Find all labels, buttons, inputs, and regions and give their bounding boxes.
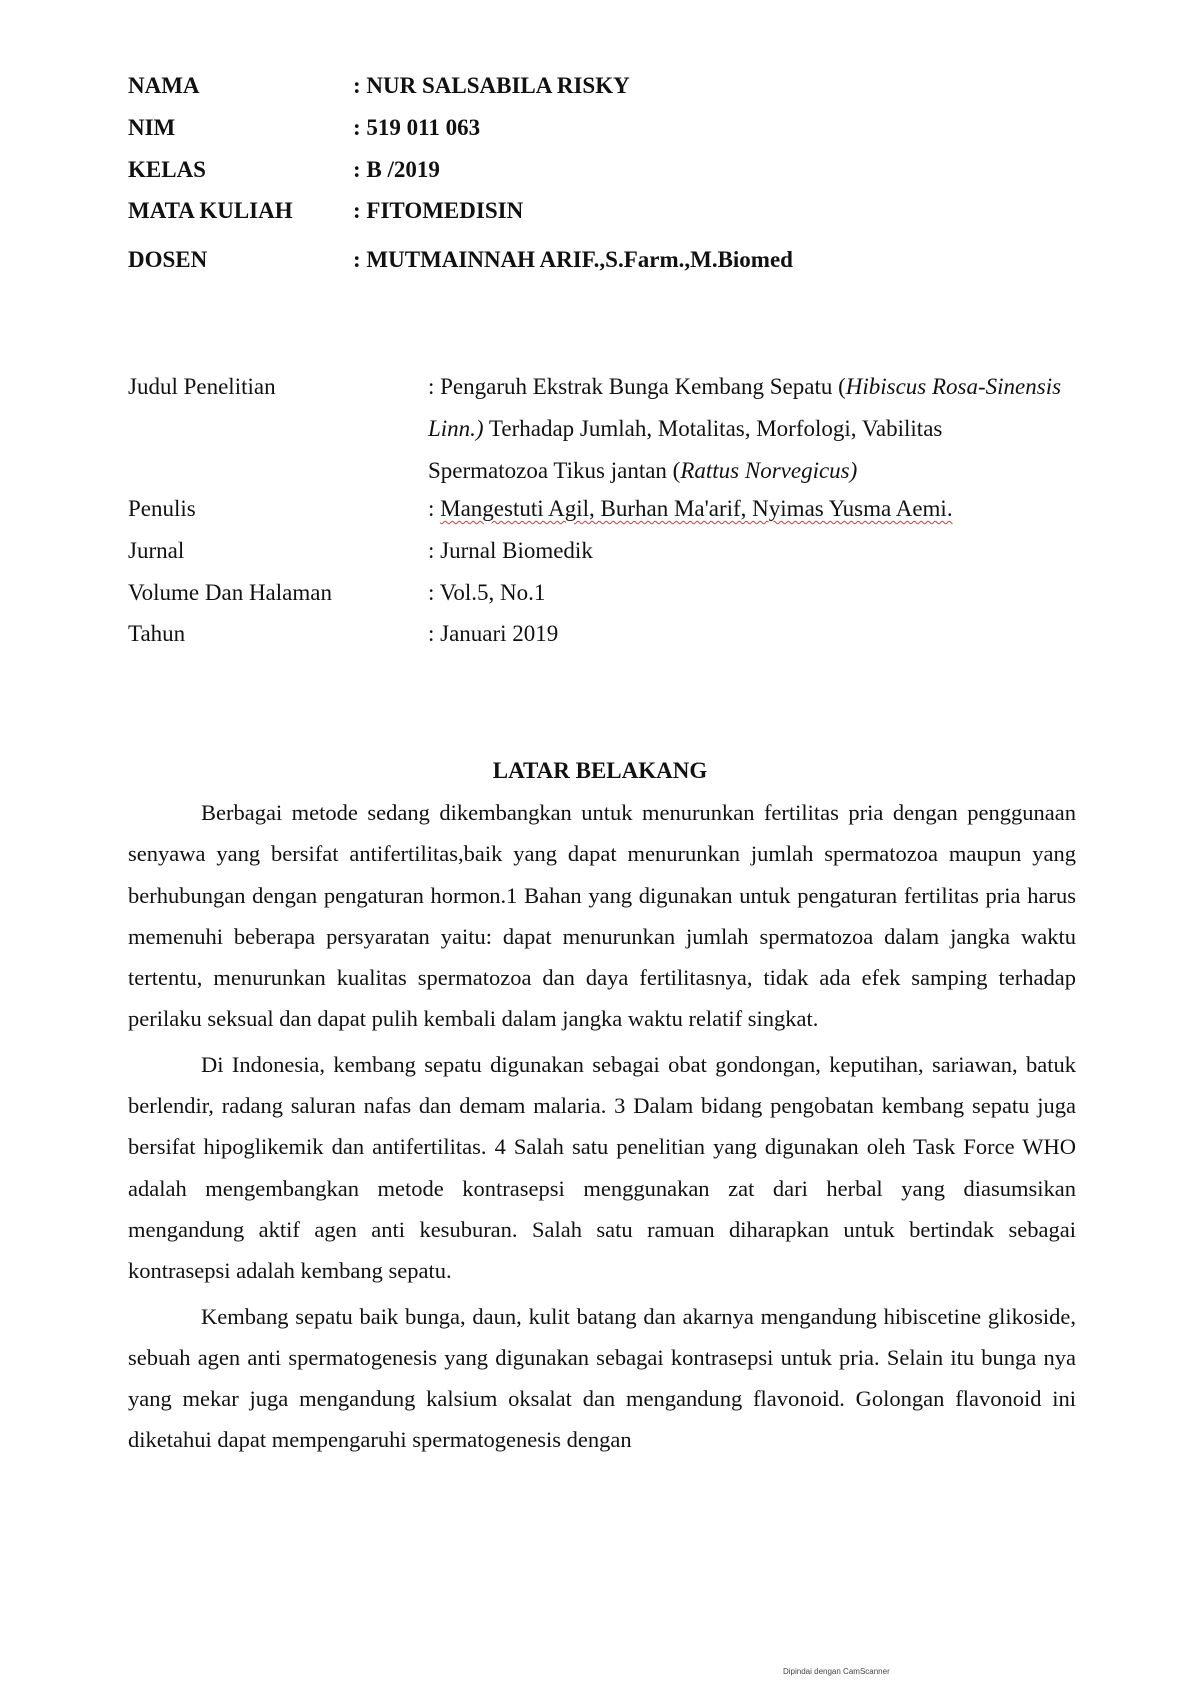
field-value: : Jurnal Biomedik bbox=[428, 538, 593, 563]
species-name: Hibiscus Rosa-Sinensis Linn.) bbox=[428, 374, 1062, 441]
field-value: : FITOMEDISIN bbox=[353, 198, 524, 223]
field-label: Jurnal bbox=[128, 538, 185, 563]
class-row bbox=[128, 154, 440, 186]
field-label: Tahun bbox=[128, 621, 186, 646]
student-id-row bbox=[128, 112, 480, 144]
paragraph: Di Indonesia, kembang sepatu digunakan sebagai obat gondongan, keputihan, sariawan, batuk berlendir, radang saluran nafas dan demam malaria. 3 Dalam bidang pengobatan kembang sepatu juga bersifat hipoglikemik dan antifertilitas. 4 Salah satu penelitian yang digunakan oleh Task Force WHO adalah mengembangkan metode kontrasepsi menggunakan zat dari herbal yang diasumsikan mengandung aktif agen anti kesuburan. Salah satu ramuan diharapkan untuk bertindak sebagai kontrasepsi adalah kembang sepatu. bbox=[128, 1051, 1076, 1284]
field-value: : B /2019 bbox=[353, 157, 440, 182]
section-body bbox=[128, 792, 1076, 1461]
paragraph: Berbagai metode sedang dikembangkan untuk menurunkan fertilitas pria dengan penggunaan senyawa yang bersifat antifertilitas,baik yang dapat menurunkan jumlah spermatozoa maupun yang berhubungan dengan pengaturan hormon.1 Bahan yang digunakan untuk pengaturan fertilitas pria harus memenuhi beberapa persyaratan yaitu: dapat menurunkan jumlah spermatozoa dalam jangka waktu tertentu, menurunkan kualitas spermatozoa dan daya fertilitasnya, tidak ada efek samping terhadap perilaku seksual dan dapat pulih kembali dalam jangka waktu relatif singkat. bbox=[128, 800, 1076, 1032]
volume-row bbox=[128, 572, 1078, 614]
field-label: Volume Dan Halaman bbox=[128, 580, 332, 605]
journal-row bbox=[128, 530, 1078, 572]
author-row bbox=[128, 488, 1078, 530]
author-value bbox=[428, 488, 1068, 530]
field-label: DOSEN bbox=[128, 247, 208, 272]
field-label: NIM bbox=[128, 115, 176, 140]
lecturer-row bbox=[128, 244, 793, 276]
field-label: NAMA bbox=[128, 73, 200, 98]
year-row bbox=[128, 613, 1078, 655]
field-value: : NUR SALSABILA RISKY bbox=[353, 73, 630, 98]
student-name-row bbox=[128, 70, 630, 102]
author-names: Mangestuti Agil, Burhan Ma'arif, Nyimas Yusma Aemi. bbox=[440, 496, 953, 521]
species-name: Rattus Norvegicus) bbox=[680, 458, 858, 483]
field-label: Judul Penelitian bbox=[128, 374, 276, 399]
research-title bbox=[428, 366, 1068, 492]
field-label: Penulis bbox=[128, 496, 196, 521]
research-title-row bbox=[128, 366, 1078, 492]
field-value: : 519 011 063 bbox=[353, 115, 481, 140]
course-row bbox=[128, 195, 523, 227]
field-label: KELAS bbox=[128, 157, 206, 182]
field-value: : Januari 2019 bbox=[428, 621, 559, 646]
title-text: Terhadap Jumlah, Motalitas, Morfologi, Vabilitas Spermatozoa Tikus jantan ( bbox=[428, 416, 943, 483]
title-text: : Pengaruh Ekstrak Bunga Kembang Sepatu ( bbox=[428, 374, 846, 399]
field-label: MATA KULIAH bbox=[128, 198, 293, 223]
colon: : bbox=[428, 496, 441, 521]
section-title: LATAR BELAKANG bbox=[492, 758, 708, 783]
field-value: : MUTMAINNAH ARIF.,S.Farm.,M.Biomed bbox=[353, 247, 793, 272]
field-value: : Vol.5, No.1 bbox=[428, 580, 546, 605]
scanner-watermark: Dipindai dengan CamScanner bbox=[783, 1667, 890, 1676]
paragraph: Kembang sepatu baik bunga, daun, kulit batang dan akarnya mengandung hibiscetine glikoside, sebuah agen anti spermatogenesis yang digunakan sebagai kontrasepsi untuk pria. Selain itu bunga nya yang mekar juga mengandung kalsium oksalat dan mengandung flavonoid. Golongan flavonoid ini diketahui dapat mempengaruhi spermatogenesis dengan bbox=[128, 1303, 1076, 1453]
